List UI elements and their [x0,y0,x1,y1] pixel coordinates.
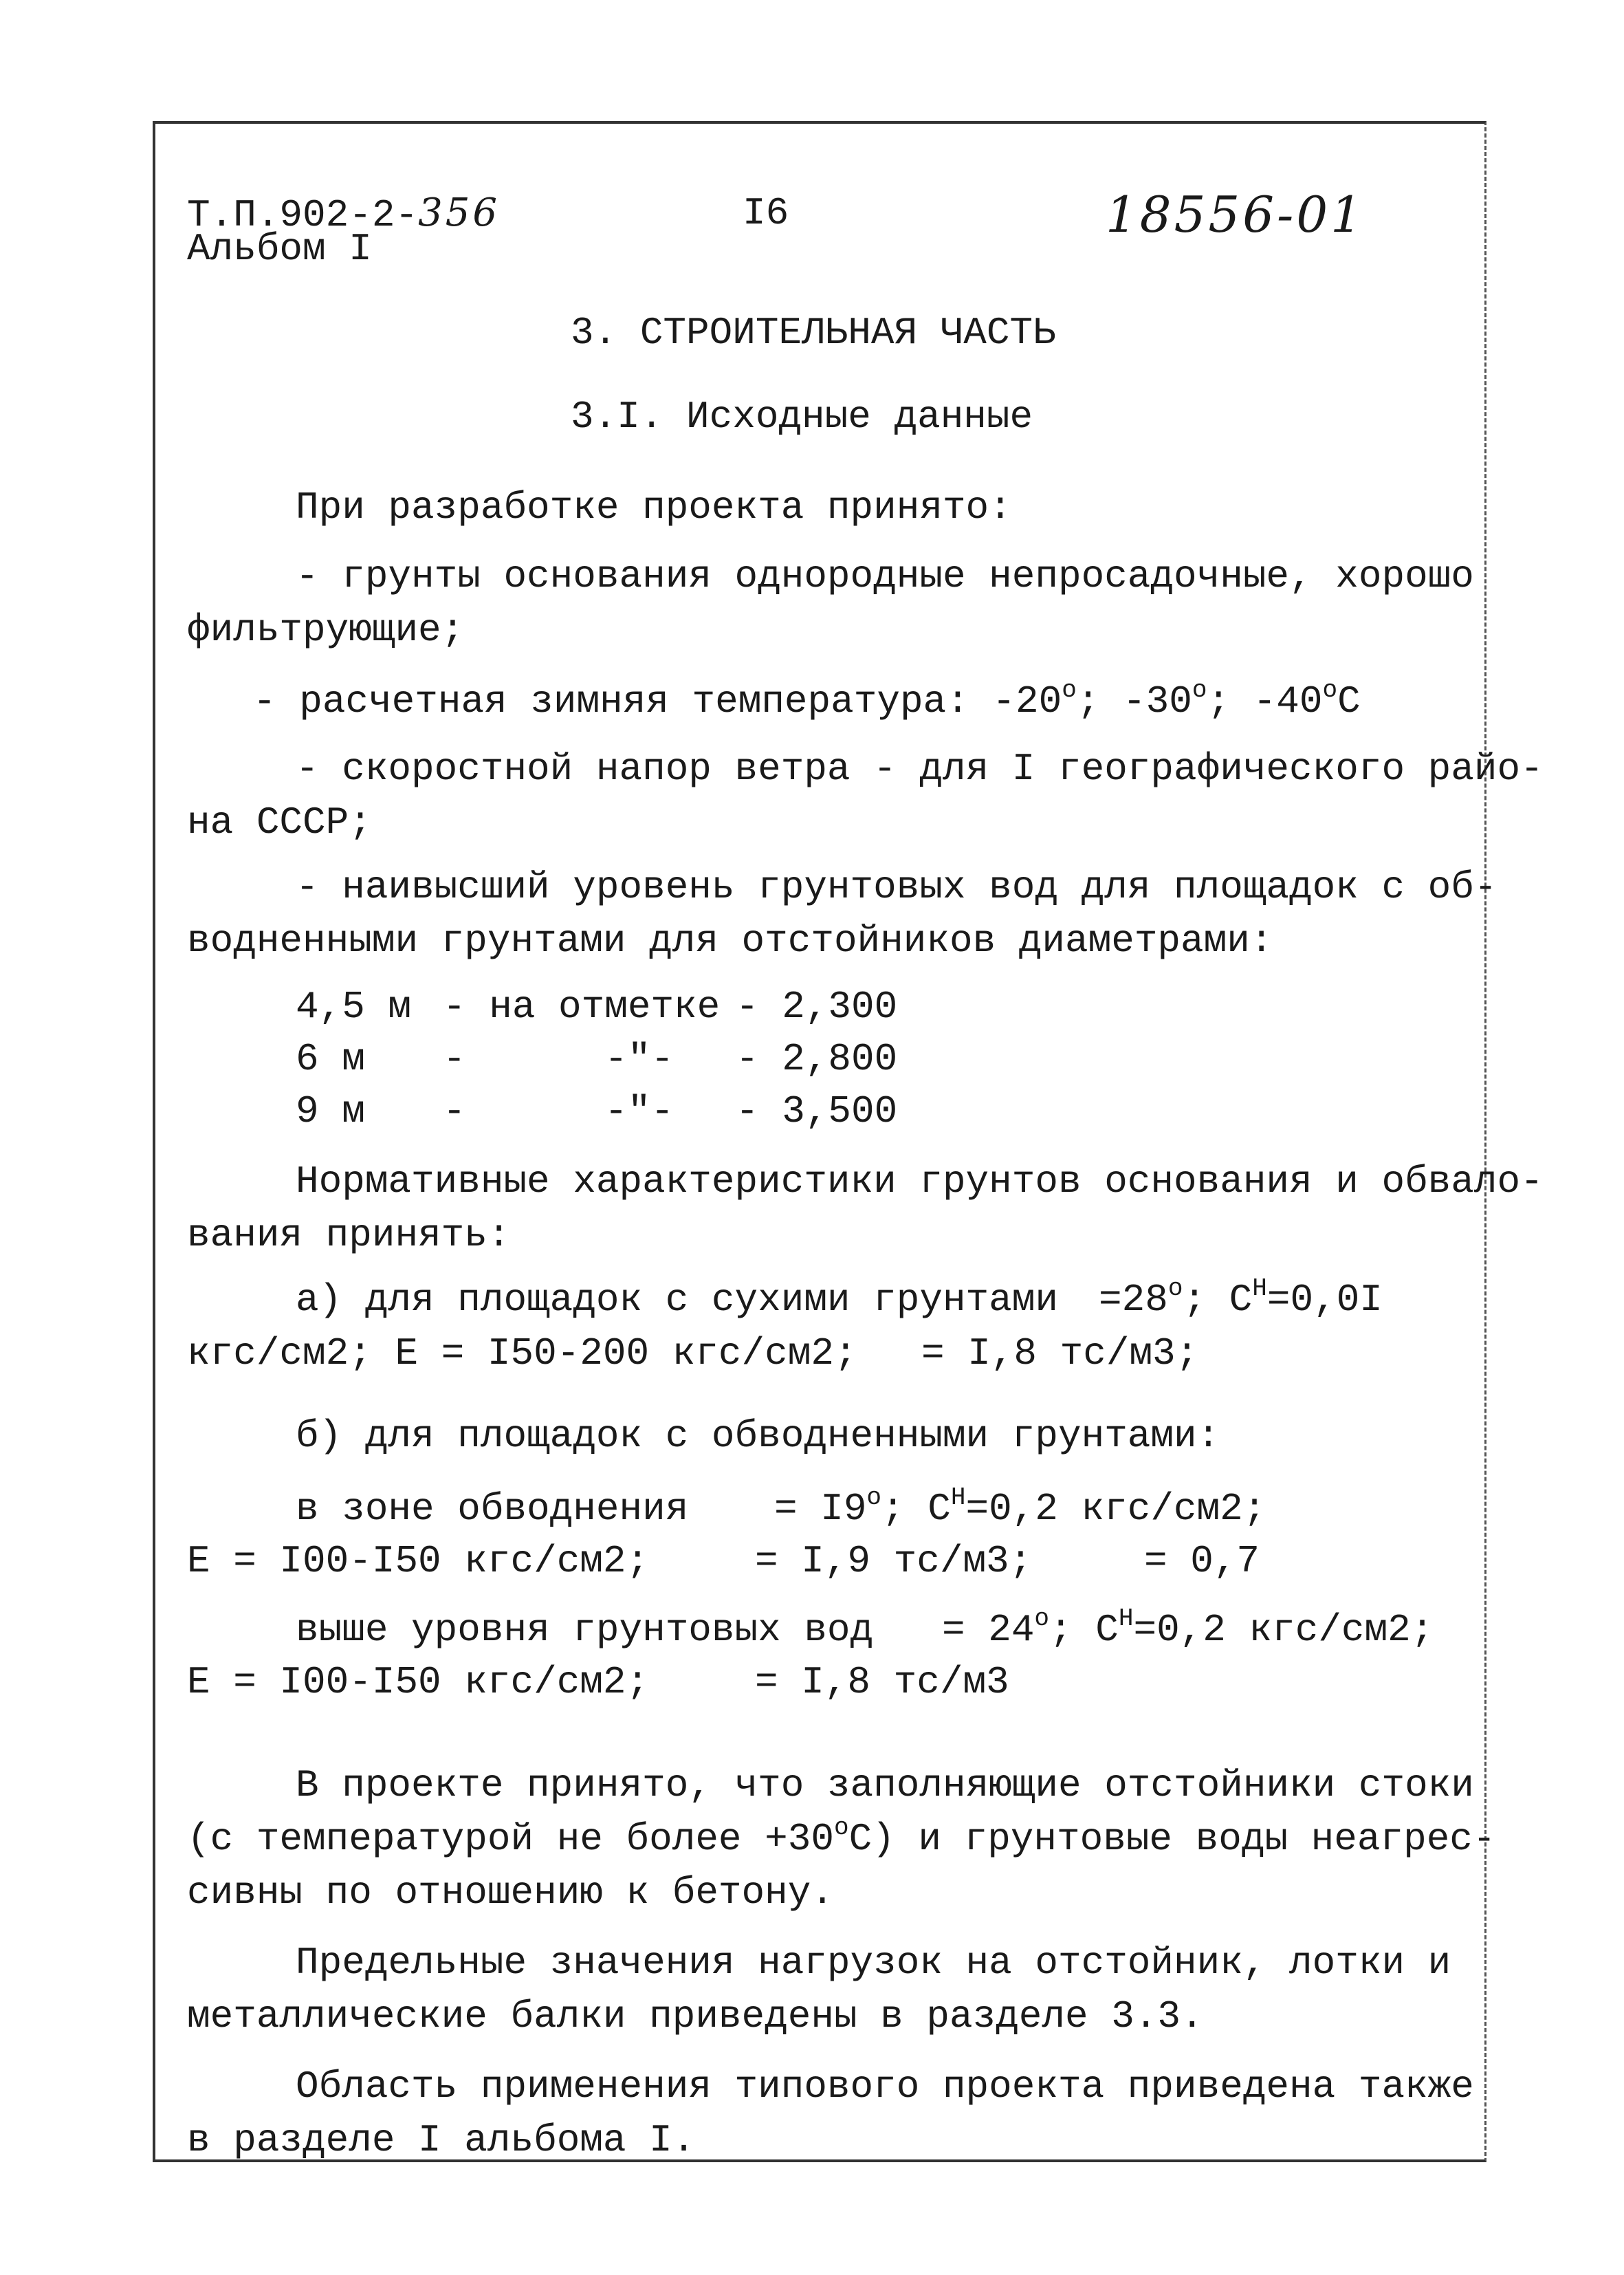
a-c: ; C [1183,1278,1253,1322]
item2-sep1: ; -30 [1076,679,1192,723]
a-e: кгс/см2; E = I50-200 кгс/см2; [187,1331,857,1375]
b-title: б) для площадок с обводненными грунтами: [296,1414,1220,1458]
para3-line2: в разделе I альбома I. [187,2118,696,2162]
a-phi: =28 [1099,1278,1168,1322]
level-mark: - -"- [443,1089,674,1133]
item1-line2: фильтрующие; [187,608,465,652]
b-zone-params [774,1483,1266,1531]
level-value: - 2,300 [736,985,898,1029]
subsection-title: 3.I. Исходные данные [571,395,1033,439]
level-value: - 3,500 [736,1089,898,1133]
level-mark: - -"- [443,1037,674,1081]
para1-line1: В проекте принято, что заполняющие отстойники стоки [296,1763,1474,1807]
para2-line2: металлические балки приведены в разделе 3.3. [187,1994,1204,2038]
b-zone-c-sup: Н [950,1483,966,1512]
degree-sign: о [1192,676,1207,704]
item2-text: - расчетная зимняя температура: -20 [253,679,1062,723]
doc-code-handwritten: 356 [418,191,500,235]
b-above-c: ; C [1049,1608,1119,1652]
item4-line2: водненными грунтами для отстойников диаметрами: [187,919,1273,963]
level-diameter: 4,5 м [296,985,412,1029]
intro-text: При разработке проекта принято: [296,486,1012,530]
normative-line2: вания принять: [187,1213,511,1257]
b-zone-gamma: = I,9 тс/м3; [755,1539,1033,1583]
para1-line2 [187,1814,1496,1861]
b-zone-e: E = I00-I50 кгс/см2; [187,1539,650,1583]
b-zone-phi: = I9 [774,1487,867,1531]
item1-line1: - грунты основания однородные непросадочные, хорошо [296,554,1474,598]
b-above-c-value: =0,2 кгс/см2; [1133,1608,1434,1652]
a-params [1099,1274,1383,1322]
para1-line2-a: (с температурой не более +30 [187,1817,834,1861]
para1-line2-b: С) и грунтовые воды неагрес- [848,1817,1496,1861]
b-above-label: выше уровня грунтовых вод [296,1608,874,1652]
level-mark: - на отметке [443,985,721,1029]
page-number: I6 [743,191,789,235]
degree-sign: о [1322,676,1338,704]
b-zone-c: ; C [881,1487,951,1531]
item3-line1: - скоростной напор ветра - для I географического райо- [296,747,1544,791]
album-label: Альбом I [187,227,372,271]
item4-line1: - наивысший уровень грунтовых вод для площадок с об- [296,865,1497,909]
item2-sep2: ; -40 [1207,679,1323,723]
b-zone-label: в зоне обводнения [296,1487,689,1531]
degree-sign: о [1034,1604,1050,1633]
a-c-sup: Н [1252,1274,1267,1303]
b-above-gamma: = I,8 тс/м3 [755,1660,1009,1704]
degree-sign: о [1167,1274,1183,1303]
item2-unit: C [1337,679,1361,723]
para3-line1: Область применения типового проекта приведена также [296,2065,1474,2109]
b-above-e: E = I00-I50 кгс/см2; [187,1660,650,1704]
b-zone-ratio: = 0,7 [1144,1539,1260,1583]
item2-line [253,676,1361,723]
b-above-params [942,1604,1434,1652]
degree-sign: о [833,1814,849,1842]
a-label: а) для площадок с сухими грунтами [296,1278,1058,1322]
b-zone-c-value: =0,2 кгс/см2; [965,1487,1266,1531]
para1-line3: сивны по отношению к бетону. [187,1871,834,1915]
item3-line2: на СССР; [187,801,372,845]
doc-code-printed: Т.П.902-2- [187,193,419,237]
b-above-c-sup: Н [1118,1604,1134,1633]
a-gamma: = I,8 тс/м3; [921,1331,1199,1375]
level-diameter: 6 м [296,1037,365,1081]
para2-line1: Предельные значения нагрузок на отстойник, лотки и [296,1941,1451,1985]
a-c-value: =0,0I [1266,1278,1383,1322]
degree-sign: о [1062,676,1077,704]
handwritten-number: 18556-01 [1106,186,1365,243]
level-diameter: 9 м [296,1089,365,1133]
section-title: 3. СТРОИТЕЛЬНАЯ ЧАСТЬ [571,311,1056,355]
level-value: - 2,800 [736,1037,898,1081]
normative-line1: Нормативные характеристики грунтов основания и обвало- [296,1160,1544,1204]
degree-sign: о [866,1483,882,1512]
b-above-phi: = 24 [942,1608,1035,1652]
